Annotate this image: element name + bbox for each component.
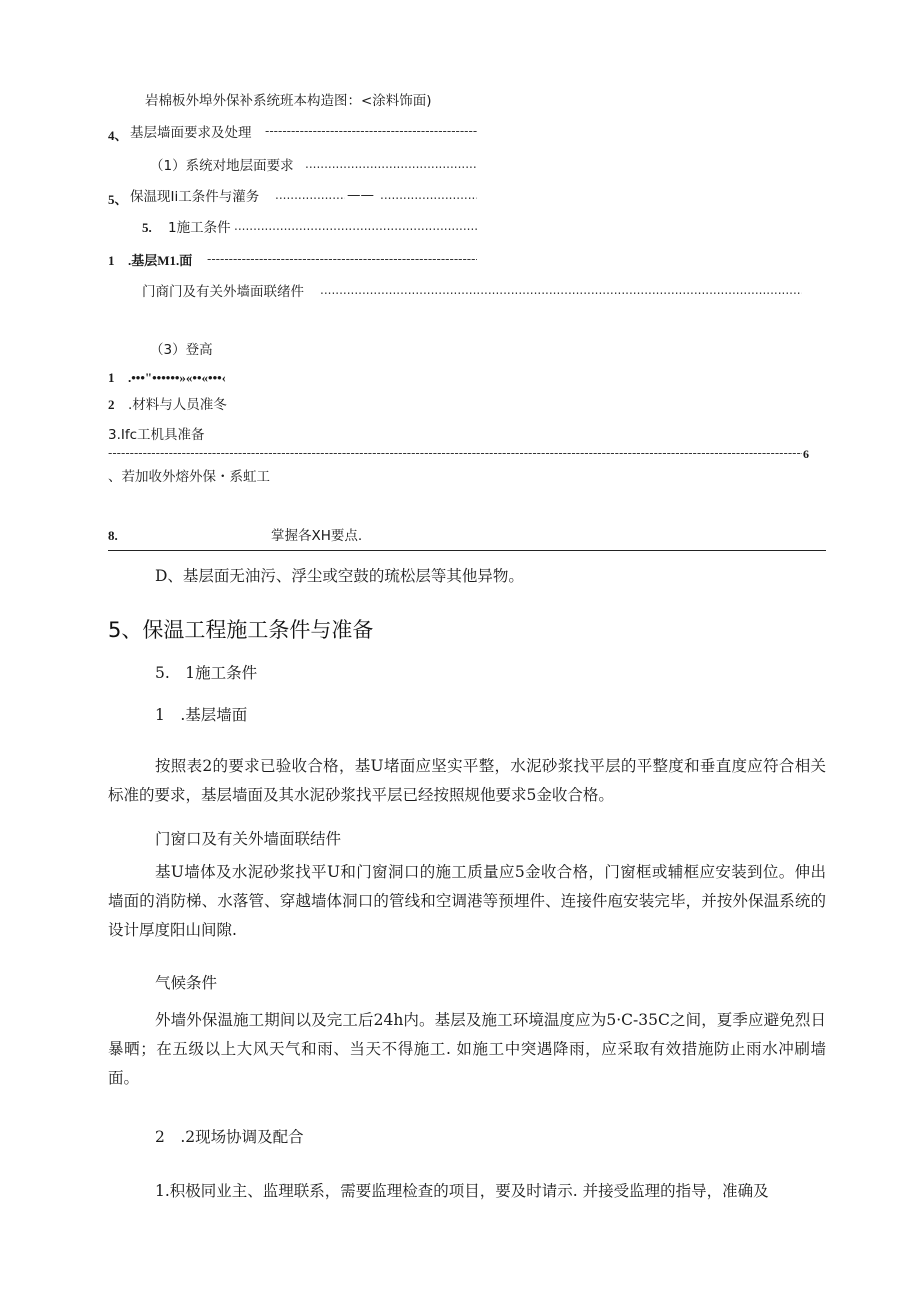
paragraph-base-wall: 按照表2的要求已验收合格，基U堵面应坚实平整，水泥砂浆找平层的平整度和垂直度应符合相关标准的要求，基层墙面及其水泥砂浆找平层已经按照规他要求5金收合格。 <box>108 757 826 804</box>
toc-leader <box>108 446 802 460</box>
toc-leader <box>305 157 477 171</box>
toc-item-5-number: 5、 <box>108 192 128 207</box>
paragraph-weather: 外墙外保温施工期间以及完工后24h内。基层及施工环境温度应为5·C-35C之间，夏季应避免烈日暴晒；在五级以上大风天气和雨、当天不得施工. 如施工中突遇降雨，应采取有效措施防止雨水冲刷墙面。 <box>108 1011 826 1087</box>
subsection-5-1-title: 5. 1施工条件 <box>155 664 258 682</box>
subsection-5-2-title: 2 .2现场协调及配合 <box>155 1128 304 1146</box>
toc-leader <box>234 219 477 233</box>
body-line-d: D、基层面无油污、浮尘或空鼓的琉松层等其他异物。 <box>155 567 524 585</box>
toc-item-8-number: 8. <box>108 528 118 543</box>
toc-item-3-label: （3）登高 <box>150 342 213 358</box>
toc-item-5-1-number: 5. <box>142 220 152 235</box>
toc-item-4-1-label: （1）系统对地层面要求 <box>150 158 294 174</box>
toc-item-5-1-label: 1施工条件 <box>168 220 231 236</box>
paragraph-coordination-start: 1.积极同业主、监理联系，需要监理检查的项目，要及时请示. 并接受监理的指导，准确及 <box>155 1182 769 1200</box>
toc-item-1-number: 1 <box>108 253 115 268</box>
toc-item-2-label: .材料与人员准冬 <box>128 397 227 413</box>
toc-page-number: 6 <box>803 447 809 461</box>
toc-item-4-number: 4、 <box>108 128 128 143</box>
toc-leader <box>265 124 477 138</box>
toc-item-8-label: 掌握各XH要点. <box>271 528 363 544</box>
toc-item-4-label: 基层墙面要求及处理 <box>130 125 252 141</box>
toc-leader <box>207 252 477 266</box>
subsection-door-title: 门窗口及有关外墙面联结件 <box>155 830 342 848</box>
toc-item-2-number: 2 <box>108 397 115 412</box>
toc-item-acceptance-label: 、若加收外熔外保・系虹工 <box>108 469 270 485</box>
toc-figure-caption: 岩棉板外埠外保补系统班本构造图：<涂料饰面) <box>145 93 432 109</box>
toc-item-5-separator: —— <box>347 187 374 203</box>
toc-leader <box>275 188 345 202</box>
toc-leader <box>320 283 802 297</box>
subsection-weather-title: 气候条件 <box>155 974 218 992</box>
toc-item-garbled-number: 1 <box>108 370 115 385</box>
toc-divider <box>108 550 826 551</box>
toc-item-5-label: 保温现Ii工条件与灌务 <box>130 189 260 205</box>
toc-item-1-label: .基层M1.面 <box>128 253 193 268</box>
toc-item-3-tools-label: 3.Ifc工机具准备 <box>108 427 205 443</box>
subsection-1-title: 1 .基层墙面 <box>155 706 248 724</box>
toc-leader <box>380 188 477 202</box>
toc-item-door-label: 门商门及有关外墙面联绪件 <box>142 284 304 300</box>
paragraph-door-window: 基U墙体及水泥砂浆找平U和门窗洞口的施工质量应5金收合格，门窗框或辅框应安装到位。伸出墙面的消防梯、水落管、穿越墙体洞口的管线和空调港等预埋件、连接件庖安装完毕，并按外保温系统的设计厚度阳山间隙. <box>108 863 826 939</box>
section-5-heading: 5、保温工程施工条件与准备 <box>108 618 374 642</box>
toc-item-garbled-label: .•••"••••••»«••«•••‹ <box>128 370 227 385</box>
